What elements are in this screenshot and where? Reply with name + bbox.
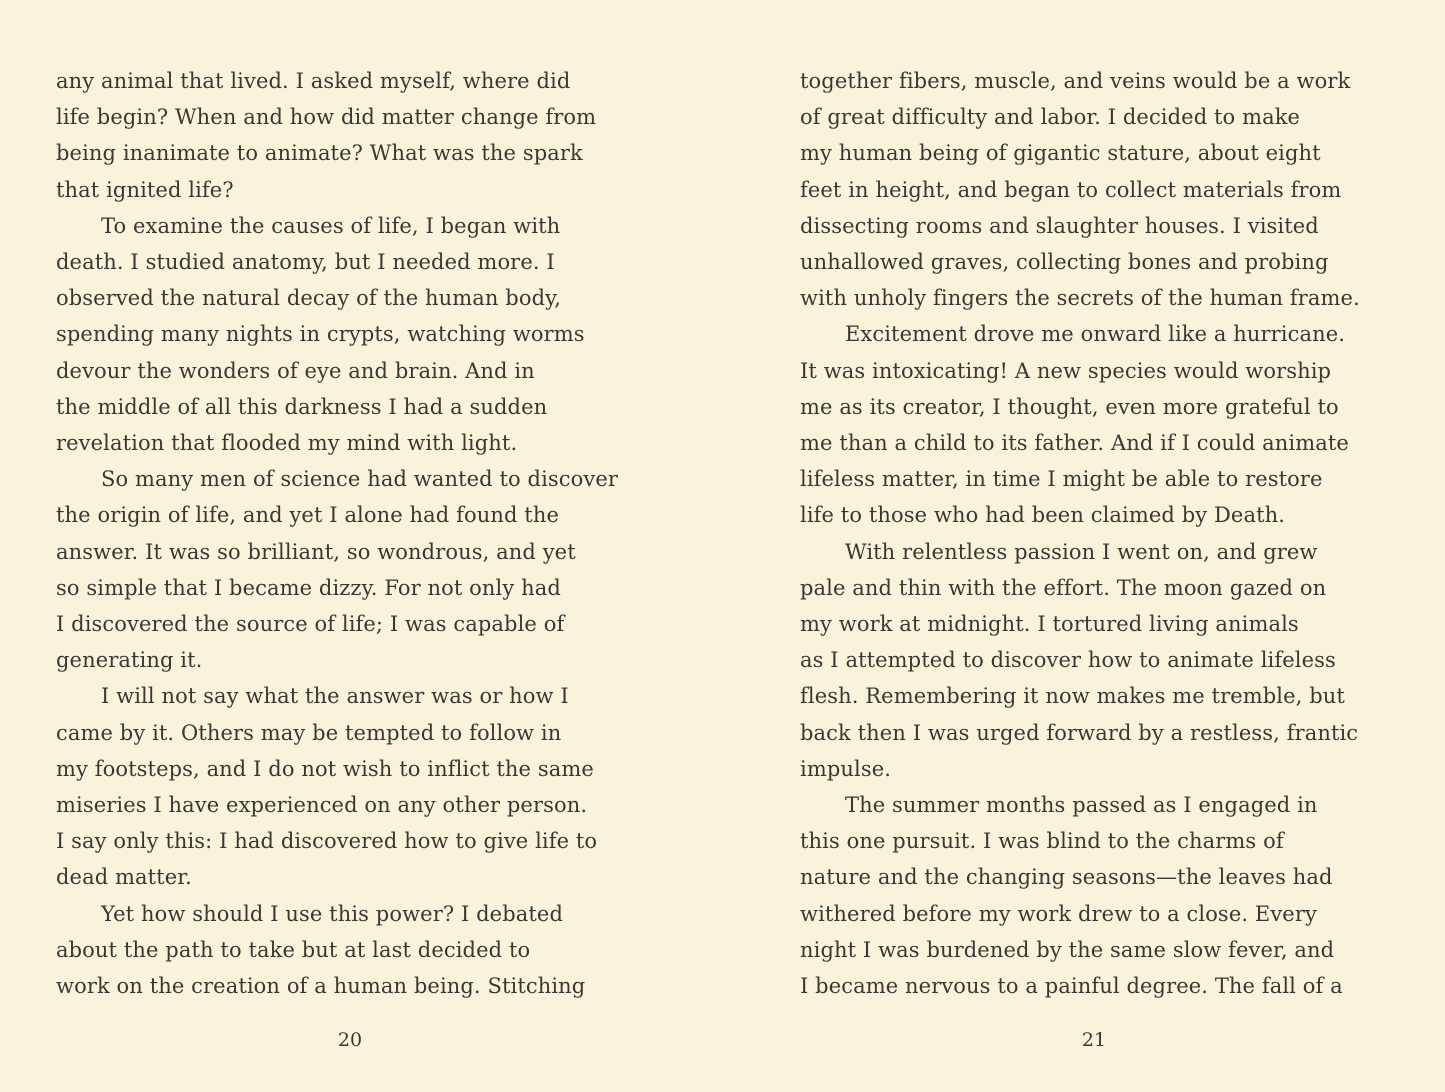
text-line: pale and thin with the effort. The moon gazed on — [800, 575, 1327, 600]
text-line: miseries I have experienced on any other person. — [56, 793, 588, 817]
text-line: dead matter. — [56, 865, 192, 890]
text-line: life to those who had been claimed by Death. — [800, 503, 1286, 528]
text-line: flesh. Remembering it now makes me tremble, but — [800, 684, 1345, 709]
text-line: together fibers, muscle, and veins would be a work — [800, 69, 1351, 93]
text-line: as I attempted to discover how to animate lifeless — [800, 648, 1336, 673]
text-line: spending many nights in crypts, watching worms — [56, 322, 585, 347]
text-line: my footsteps, and I do not wish to inflict the same — [56, 756, 594, 781]
text-line: impulse. — [800, 756, 891, 781]
text-line: feet in height, and began to collect materials from — [800, 177, 1342, 202]
text-line: my work at midnight. I tortured living animals — [800, 612, 1299, 636]
page-number: 20 — [337, 1029, 363, 1051]
text-line: devour the wonders of eye and brain. And in — [56, 358, 535, 383]
text-line: back then I was urged forward by a restless, frantic — [800, 720, 1359, 745]
text-line: unhallowed graves, collecting bones and probing — [800, 250, 1329, 274]
text-line: with unholy fingers the secrets of the human frame. — [800, 286, 1360, 311]
text-line: me than a child to its father. And if I could animate — [800, 431, 1349, 455]
text-line: I say only this: I had discovered how to give life to — [56, 829, 598, 854]
text-line: To examine the causes of life, I began with — [101, 213, 561, 238]
text-line: Excitement drove me onward like a hurricane. — [845, 322, 1346, 347]
text-line: this one pursuit. I was blind to the charms of — [800, 829, 1284, 854]
text-line: observed the natural decay of the human body, — [56, 286, 562, 311]
text-line: I became nervous to a painful degree. The fall of a — [800, 974, 1343, 998]
text-line: generating it. — [56, 648, 203, 673]
text-line: The summer months passed as I engaged in — [845, 793, 1318, 817]
text-line: so simple that I became dizzy. For not only had — [56, 575, 561, 600]
text-line: It was intoxicating! A new species would worship — [800, 358, 1332, 383]
text-line: With relentless passion I went on, and grew — [845, 539, 1318, 564]
text-line: the middle of all this darkness I had a sudden — [56, 394, 548, 419]
text-line: work on the creation of a human being. Stitching — [56, 974, 586, 998]
text-line: withered before my work drew to a close. Every — [800, 901, 1317, 926]
text-line: the origin of life, and yet I alone had found the — [56, 503, 559, 528]
text-line: answer. It was so brilliant, so wondrous, and yet — [56, 539, 576, 564]
text-line: any animal that lived. I asked myself, where did — [56, 69, 571, 93]
text-line: dissecting rooms and slaughter houses. I visited — [800, 213, 1319, 238]
text-line: Yet how should I use this power? I debated — [101, 901, 563, 926]
text-line: me as its creator, I thought, even more grateful to — [800, 394, 1339, 419]
text-line: of great difficulty and labor. I decided to make — [800, 105, 1301, 130]
text-line: night I was burdened by the same slow fever, and — [800, 937, 1335, 962]
text-line: my human being of gigantic stature, about eight — [800, 141, 1321, 166]
text-line: I will not say what the answer was or how I — [101, 684, 569, 709]
text-line: that ignited life? — [56, 177, 234, 202]
left-page — [0, 0, 722, 1092]
text-line: I discovered the source of life; I was capable of — [56, 612, 565, 636]
text-line: lifeless matter, in time I might be able to restore — [800, 467, 1323, 492]
text-line: So many men of science had wanted to discover — [101, 467, 619, 492]
text-line: came by it. Others may be tempted to follow in — [56, 720, 562, 745]
text-line: being inanimate to animate? What was the spark — [56, 141, 583, 166]
text-line: about the path to take but at last decided to — [56, 937, 531, 962]
text-line: death. I studied anatomy, but I needed more. I — [56, 250, 555, 274]
right-page — [723, 0, 1445, 1092]
page-number: 21 — [1081, 1029, 1107, 1051]
text-line: life begin? When and how did matter change from — [56, 105, 597, 130]
text-line: nature and the changing seasons—the leaves had — [800, 865, 1333, 890]
text-line: revelation that flooded my mind with light. — [56, 431, 518, 455]
